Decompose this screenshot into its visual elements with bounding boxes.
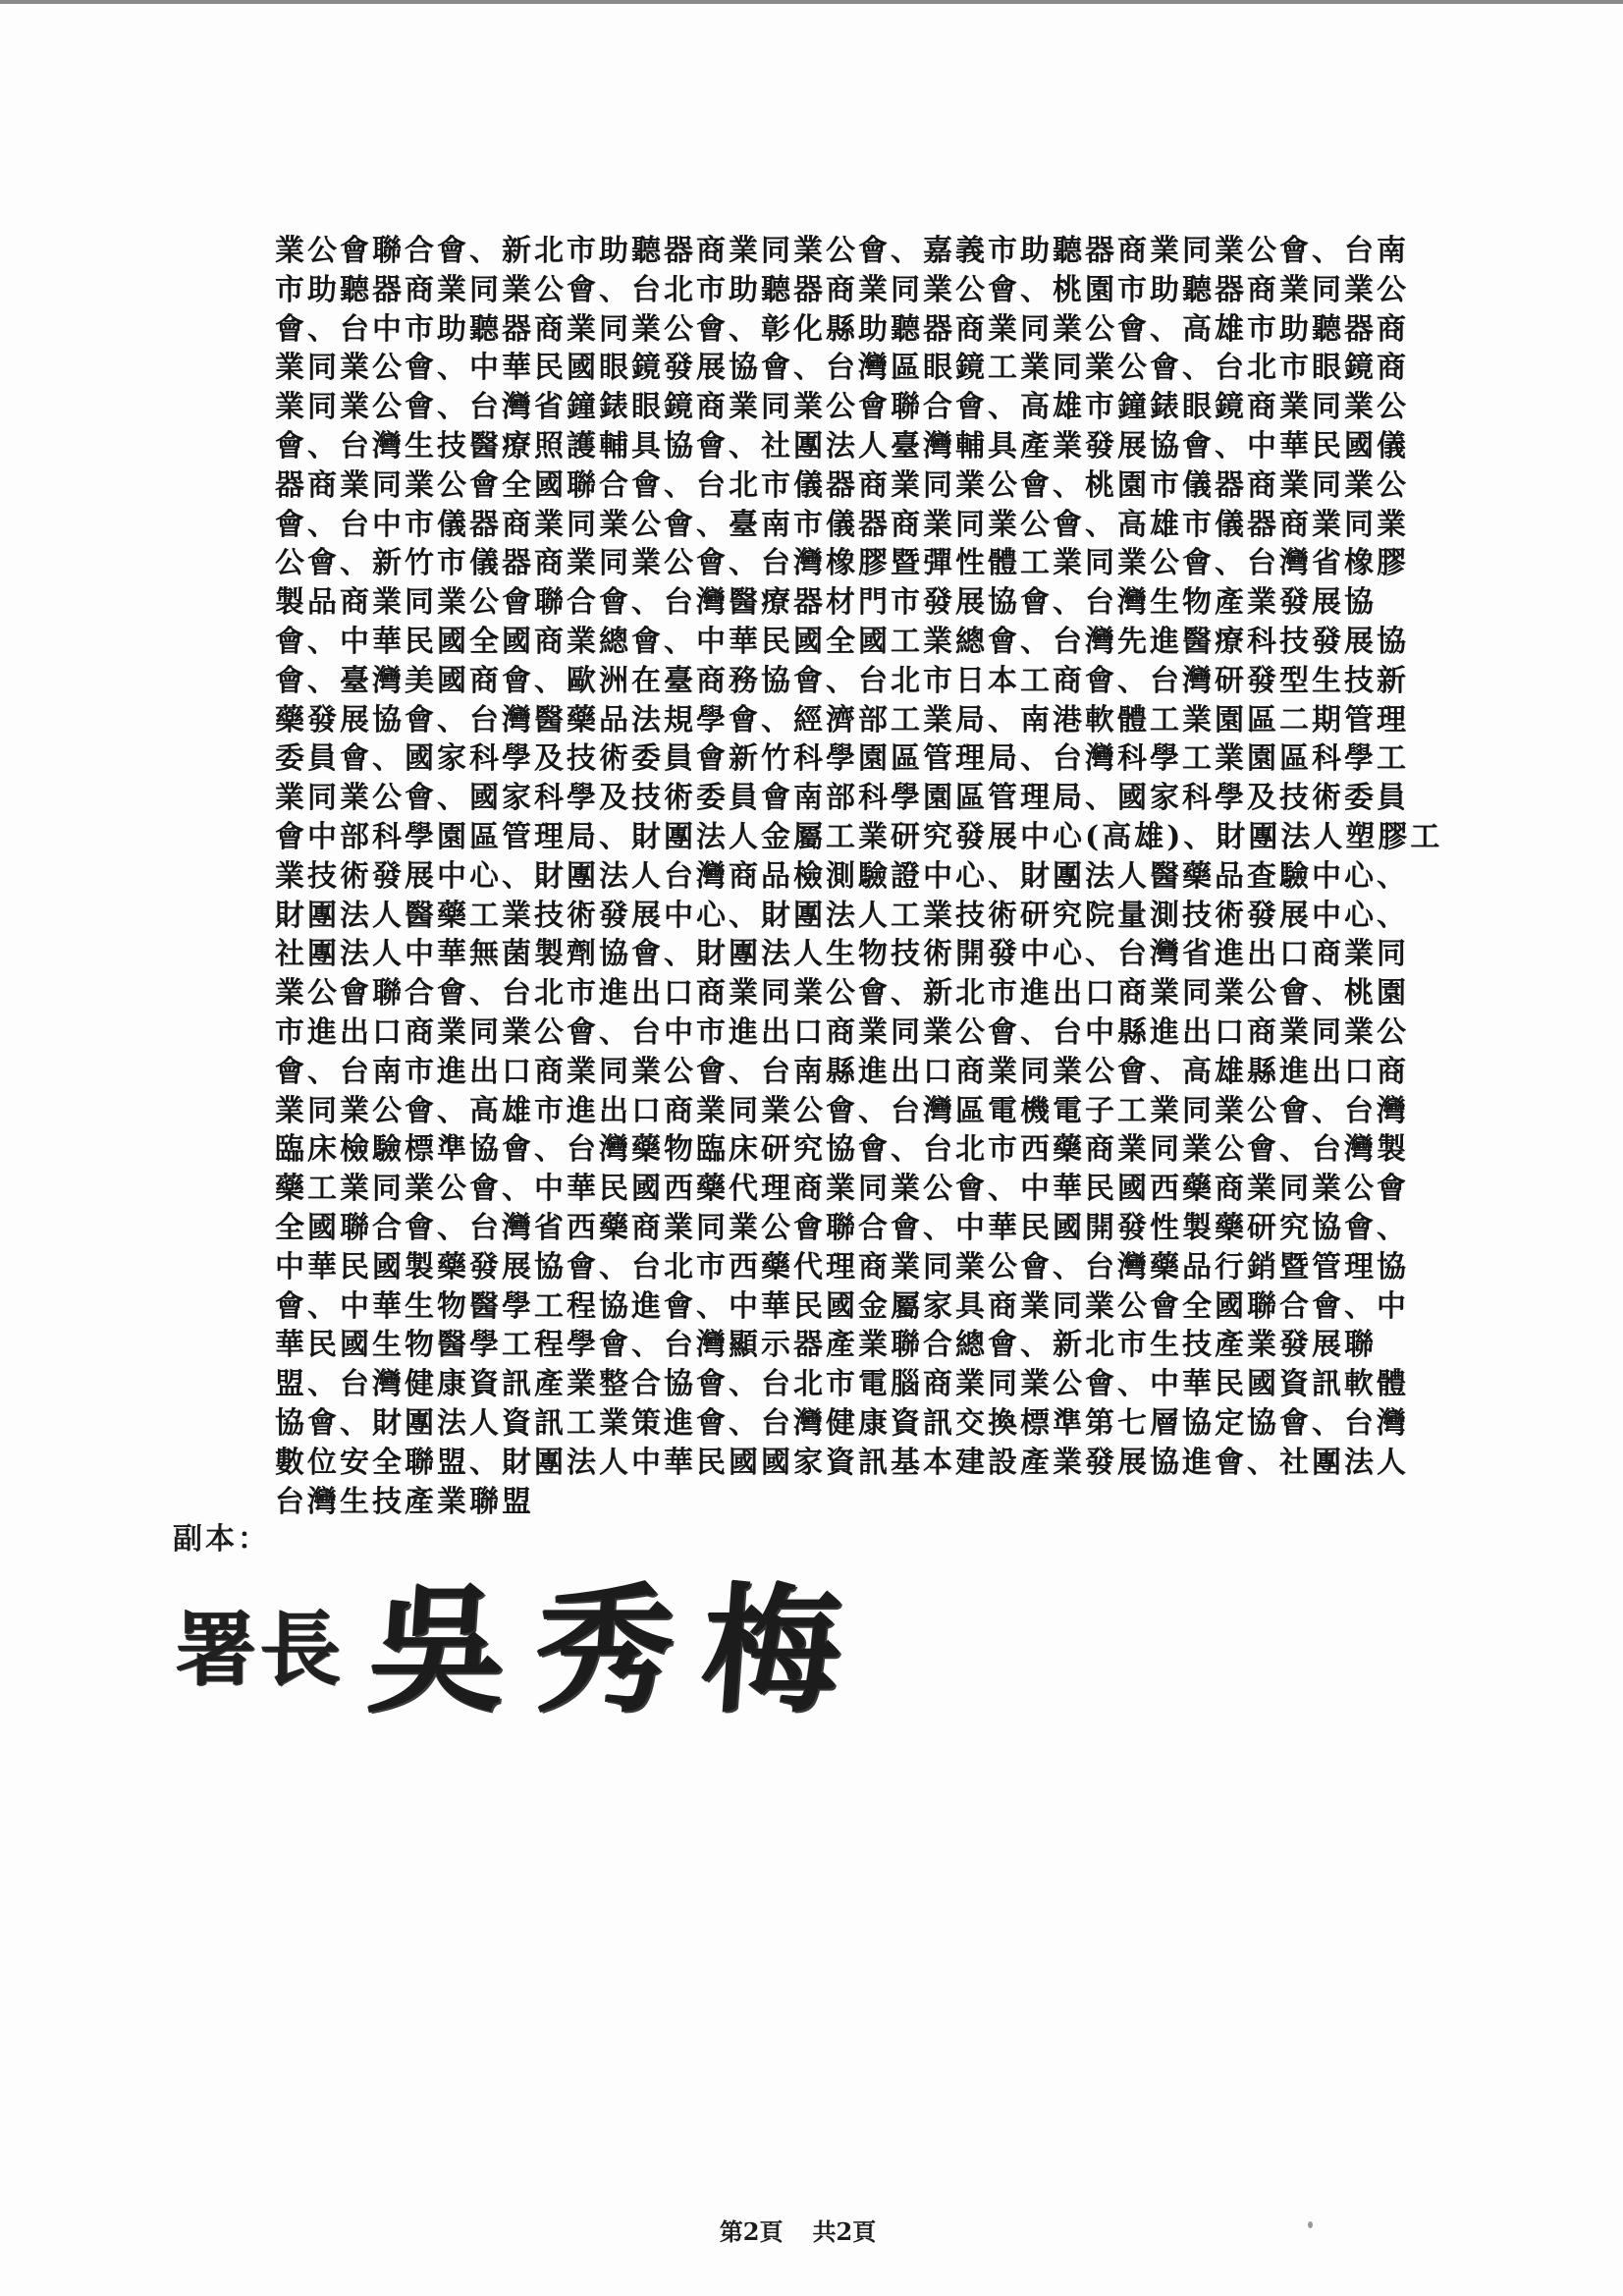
body-line: 業同業公會、中華民國眼鏡發展協會、台灣區眼鏡工業同業公會、台北市眼鏡商 bbox=[275, 351, 1409, 386]
scan-edge bbox=[0, 0, 1623, 4]
body-line: 委員會、國家科學及技術委員會新竹科學園區管理局、台灣科學工業園區科學工 bbox=[275, 741, 1409, 777]
page-number-total: 共2頁 bbox=[812, 2217, 877, 2246]
signature-title: 署長 bbox=[176, 1603, 346, 1697]
body-line: 公會、新竹市儀器商業同業公會、台灣橡膠暨彈性體工業同業公會、台灣省橡膠 bbox=[275, 546, 1409, 581]
body-line: 業同業公會、高雄市進出口商業同業公會、台灣區電機電子工業同業公會、台灣 bbox=[275, 1093, 1409, 1128]
body-line: 業同業公會、國家科學及技術委員會南部科學園區管理局、國家科學及技術委員 bbox=[275, 781, 1409, 816]
body-line: 全國聯合會、台灣省西藥商業同業公會聯合會、中華民國開發性製藥研究協會、 bbox=[275, 1210, 1409, 1245]
body-line: 中華民國製藥發展協會、台北市西藥代理商業同業公會、台灣藥品行銷暨管理協 bbox=[275, 1249, 1409, 1285]
body-line: 盟、台灣健康資訊產業整合協會、台北市電腦商業同業公會、中華民國資訊軟體 bbox=[275, 1367, 1409, 1402]
body-line: 會、台中市儀器商業同業公會、臺南市儀器商業同業公會、高雄市儀器商業同業 bbox=[275, 507, 1409, 542]
body-line: 華民國生物醫學工程學會、台灣顯示器產業聯合總會、新北市生技產業發展聯 bbox=[275, 1328, 1377, 1363]
body-line: 藥發展協會、台灣醫藥品法規學會、經濟部工業局、南港軟體工業園區二期管理 bbox=[275, 702, 1409, 738]
body-line: 業技術發展中心、財團法人台灣商品檢測驗證中心、財團法人醫藥品查驗中心、 bbox=[275, 858, 1409, 894]
body-line: 會、中華生物醫學工程協進會、中華民國金屬家具商業同業公會全國聯合會、中 bbox=[275, 1288, 1409, 1324]
body-line: 財團法人醫藥工業技術發展中心、財團法人工業技術研究院量測技術發展中心、 bbox=[275, 898, 1409, 933]
signature-name: 吳秀梅 bbox=[363, 1570, 876, 1731]
body-line: 會中部科學園區管理局、財團法人金屬工業研究發展中心(高雄)、財團法人塑膠工 bbox=[275, 819, 1443, 854]
body-line: 會、臺灣美國商會、歐洲在臺商務協會、台北市日本工商會、台灣研發型生技新 bbox=[275, 663, 1409, 698]
recipient-list bbox=[275, 232, 1512, 1521]
body-line: 器商業同業公會全國聯合會、台北市儀器商業同業公會、桃園市儀器商業同業公 bbox=[275, 467, 1409, 503]
page-footer bbox=[0, 2215, 1596, 2249]
copy-label: 副本： bbox=[173, 1522, 270, 1557]
body-line: 業同業公會、台灣省鐘錶眼鏡商業同業公會聯合會、高雄市鐘錶眼鏡商業同業公 bbox=[275, 390, 1409, 425]
signature-block bbox=[173, 1563, 919, 1750]
body-line: 製品商業同業公會聯合會、台灣醫療器材門市發展協會、台灣生物產業發展協 bbox=[275, 585, 1377, 621]
body-line: 市助聽器商業同業公會、台北市助聽器商業同業公會、桃園市助聽器商業同業公 bbox=[275, 272, 1409, 307]
body-line: 台灣生技產業聯盟 bbox=[275, 1484, 534, 1519]
scan-speck bbox=[1308, 2221, 1313, 2228]
body-line: 會、台南市進出口商業同業公會、台南縣進出口商業同業公會、高雄縣進出口商 bbox=[275, 1054, 1409, 1089]
body-line: 數位安全聯盟、財團法人中華民國國家資訊基本建設產業發展協進會、社團法人 bbox=[275, 1445, 1409, 1480]
body-line: 業公會聯合會、新北市助聽器商業同業公會、嘉義市助聽器商業同業公會、台南 bbox=[275, 234, 1409, 268]
body-line: 業公會聯合會、台北市進出口商業同業公會、新北市進出口商業同業公會、桃園 bbox=[275, 976, 1409, 1011]
body-line: 社團法人中華無菌製劑協會、財團法人生物技術開發中心、台灣省進出口商業同 bbox=[275, 937, 1409, 972]
page-number-current: 第2頁 bbox=[719, 2217, 784, 2246]
body-line: 協會、財團法人資訊工業策進會、台灣健康資訊交換標準第七層協定協會、台灣 bbox=[275, 1405, 1409, 1441]
body-line: 會、台中市助聽器商業同業公會、彰化縣助聽器商業同業公會、高雄市助聽器商 bbox=[275, 311, 1409, 347]
body-line: 市進出口商業同業公會、台中市進出口商業同業公會、台中縣進出口商業同業公 bbox=[275, 1014, 1409, 1050]
body-line: 藥工業同業公會、中華民國西藥代理商業同業公會、中華民國西藥商業同業公會 bbox=[275, 1172, 1409, 1207]
body-line: 會、台灣生技醫療照護輔具協會、社團法人臺灣輔具產業發展協會、中華民國儀 bbox=[275, 428, 1409, 464]
body-line: 臨床檢驗標準協會、台灣藥物臨床研究協會、台北市西藥商業同業公會、台灣製 bbox=[275, 1132, 1409, 1168]
body-line: 會、中華民國全國商業總會、中華民國全國工業總會、台灣先進醫療科技發展協 bbox=[275, 624, 1409, 659]
